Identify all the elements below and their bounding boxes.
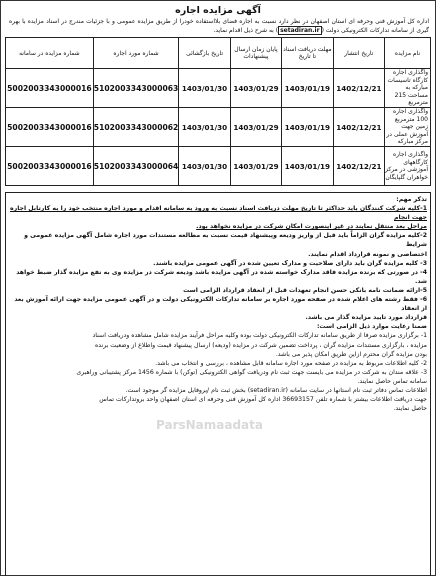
row-auction-number: 5002003343000016 <box>6 147 94 186</box>
note-line: اختصاصی و نمونه قرارداد اقدام نمایند. <box>308 250 427 258</box>
intro-text-1: اداره کل آموزش فنی وحرفه ای استان اصفهان در نظر دارد نسبت به اجاره فضای بلااستفاده خودرا از طریق مزایده عمومی و با جزئیات مندرج در اسناد مزایده با بهره گیری از سامانه تدارکات الکترونیکی دولت ( <box>9 18 429 34</box>
row-publish-date: 1402/12/21 <box>333 69 384 108</box>
header-opening-date: تاریخ بازگشائی <box>179 38 230 69</box>
note-line: اطلاعات تماس دفاتر ثبت نام استانها در سایت سامانه (setadiran.ir) بخش ثبت نام /پروفایل مزایده گر موجود است. <box>125 386 427 394</box>
notes-heading: تذکر مهم: <box>396 196 427 203</box>
header-auction-number: شماره مزایده در سامانه <box>6 38 94 69</box>
row-submit-end: 1403/01/29 <box>230 69 281 108</box>
page-title: آگهی مزایده اجاره <box>175 5 261 16</box>
row-submit-end: 1403/01/29 <box>230 147 281 186</box>
note-line: مزایده ، بارگزاری مستندات مزایده گران ، پرداخت تضمین شرکت در مزایده (ودیعه) ارسال پیشنهاد قیمت واطلاع از وضعیت برنده <box>94 341 427 349</box>
row-publish-date: 1402/12/21 <box>333 108 384 147</box>
note-line: جهت دریافت اطلاعات بیشتر با شماره تلفن 36693157 اداره کل آموزش فنی وحرفه ای استان اصفهان واحد بر‌وتدارکات تماس <box>99 396 427 404</box>
watermark: ParsNamaadata <box>156 418 263 432</box>
row-opening-date: 1403/01/30 <box>179 69 230 108</box>
table-row <box>6 108 431 147</box>
note-line: 2-کلیه مزایده گران الزاماً باید قبل از واریز ودیعه وپیشنهاد قیمت نسبت به مطالعه مستندات مورد اجاره شامل آگهی مزایده عمومی و شرایط <box>24 232 427 249</box>
note-line: 5-ارائه ضمانت نامه بانکی حسن انجام تعهدات قبل از انعقاد قرارداد الزامی است <box>183 286 427 294</box>
table-header-row <box>6 38 431 69</box>
row-deadline: 1403/01/19 <box>282 147 333 186</box>
row-name: واگذاری اجاره کارگاه تاسیسات مبارکه به مساحت 215 مترمربع <box>385 69 431 108</box>
note-line: 6- فقط رشته های اعلام شده در صفحه مورد اجاره بر سامانه تدارکات الکترونیکی دولت و در آگهی عمومی مزایده جهت ارائه آموزش بعد از انعقاد <box>14 296 427 313</box>
row-item-number: 5102003343000062 <box>93 108 179 147</box>
note-line: حاصل نمایند. <box>393 405 427 413</box>
row-publish-date: 1402/12/21 <box>333 147 384 186</box>
row-item-number: 5102003343000064 <box>93 147 179 186</box>
notes-box <box>5 192 431 576</box>
note-line: قرارداد مورد تایید مزایده گذار می باشد. <box>305 314 427 322</box>
note-line: سامانه تماس حاصل نمایند. <box>357 377 427 385</box>
auction-table <box>5 37 431 186</box>
intro-text-2: ) به شرح ذیل اقدام نماید. <box>213 26 279 34</box>
note-line: بودن مزایده گران محترم ازاین طریق امکان پذیر می باشد. <box>275 350 427 358</box>
row-name: واگذاری اجاره کارگاههای آموزشی در مرکز خواهران گلپایگان <box>385 147 431 186</box>
header-publish-date: تاریخ انتشار <box>333 38 384 69</box>
row-name: واگذاری اجاره 100 مترمربع زمین جهت آموزش عملی در مرکز مبارکه <box>385 108 431 147</box>
row-deadline: 1403/01/19 <box>282 108 333 147</box>
setadiran-link[interactable]: setadiran.ir <box>280 26 320 34</box>
note-line: 2- کلیه اطلاعات مربوط به مزایده در صفحه مورد اجاره سامانه قابل مشاهده ، بررسی و انتخاب می باشد. <box>155 359 427 367</box>
row-deadline: 1403/01/19 <box>282 69 333 108</box>
note-line: 3- علاقه مندان به شرکت در مزایده می بایست جهت ثبت نام ودریافت گواهی الکترونیکی (توکن) با شماره 1456 مرکز پشتیبانی وراهبری <box>76 368 427 376</box>
header-submit-end: پایان زمان ارسال پیشنهادات <box>230 38 281 69</box>
header-item-number: شماره مورد اجاره <box>93 38 179 69</box>
intro-paragraph <box>9 18 429 35</box>
note-line: 1-کلیه شرکت کنندگان باید حداکثر تا تاریخ مهلت دریافت اسناد نسبت به ورود به سامانه اقدام و مورد اجاره منتخب خود را به کارتابل اجاره جهت انجام <box>10 205 427 222</box>
note-line: 4- در صورتی که برنده مزایده فاقد مدارک خواسته شده در آگهی مزایده باشد ودیعه شرکت در مزایده وی به نفع مزایده گذار ضبط خواهد شد. <box>16 268 427 285</box>
header-document-deadline: مهلت دریافت اسناد تا تاریخ <box>282 38 333 69</box>
note-line: مراحل بعد منتقل نمایند در غیر اینصورت امکان شرکت در مزایده نخواهد بود. <box>196 223 427 231</box>
row-opening-date: 1403/01/30 <box>179 147 230 186</box>
row-submit-end: 1403/01/29 <box>230 108 281 147</box>
header-name: نام مزایده <box>385 38 431 69</box>
row-auction-number: 5002003343000016 <box>6 69 94 108</box>
note-line: 3- کلیه مزایده گران باید دارای صلاحیت و مدارک تعیین شده در آگهی عمومی مزایده باشند. <box>153 259 427 267</box>
row-auction-number: 5002003343000016 <box>6 108 94 147</box>
note-line: ضمنا رعایت موارد ذیل الزامی است: <box>316 323 427 331</box>
row-item-number: 5102003343000063 <box>93 69 179 108</box>
note-line: 1- برگزاری مزایده صرفا از طریق سامانه تدارکات الکترونیکی دولت بوده وکلیه مراحل فرآیند مزایده شامل مشاهده ودریافت اسناد <box>92 332 427 340</box>
row-opening-date: 1403/01/30 <box>179 108 230 147</box>
table-row <box>6 147 431 186</box>
table-row <box>6 69 431 108</box>
